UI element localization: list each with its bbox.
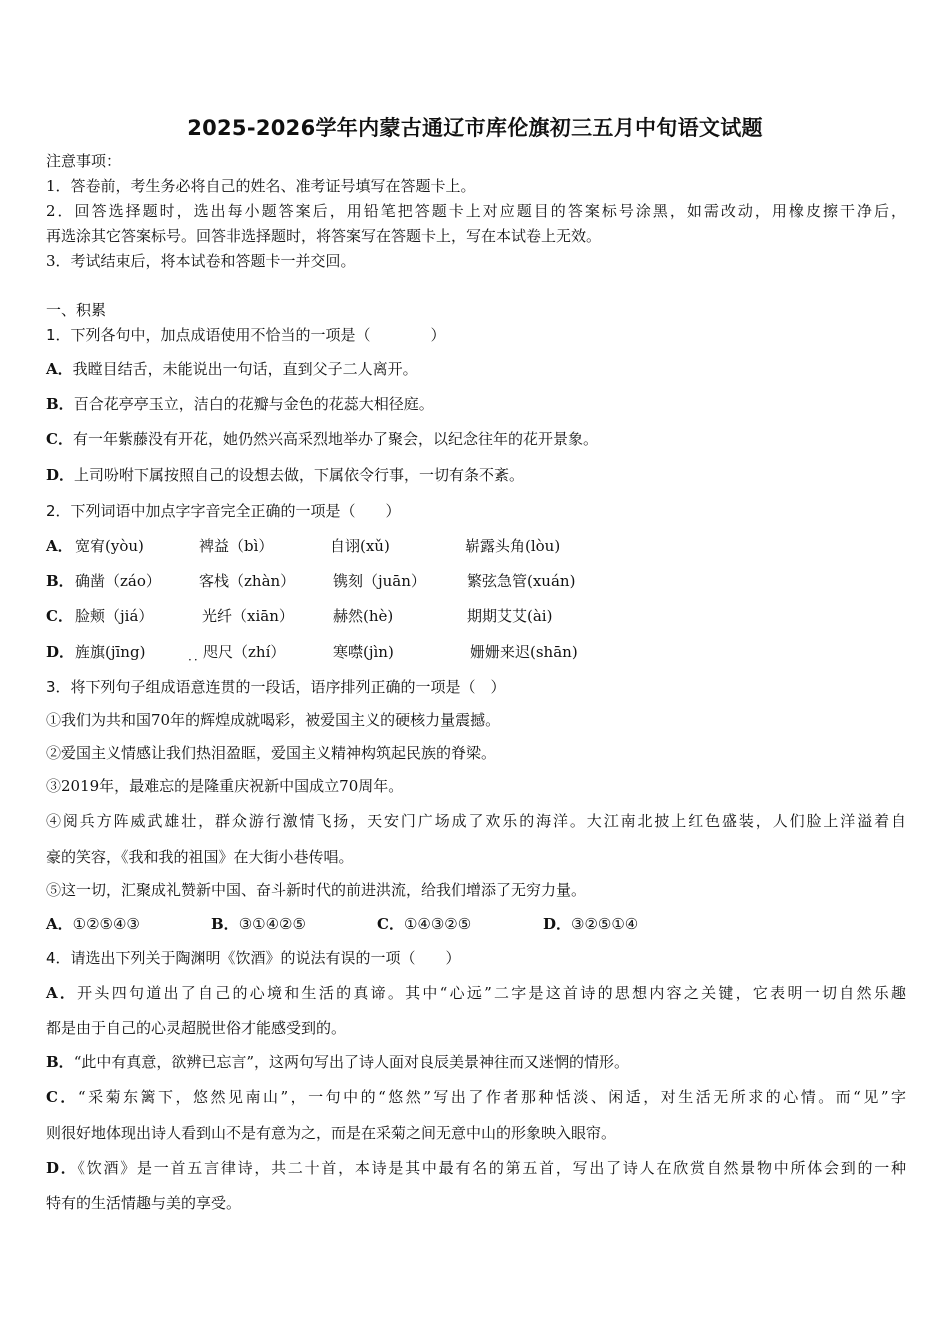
option-label: A． bbox=[46, 915, 73, 933]
q3-sentence-3: ③2019年，最难忘的是隆重庆祝新中国成立70周年。 bbox=[46, 777, 404, 795]
option-label: B． bbox=[211, 915, 239, 933]
question-text: 下列词语中加点字字音完全正确的一项是（ ） bbox=[70, 502, 401, 520]
option-label: A． bbox=[46, 984, 78, 1002]
q4-option-c bbox=[46, 1087, 906, 1107]
section-heading: 一、积累 bbox=[46, 301, 107, 319]
q3-sentence-5: ⑤这一切，汇聚成礼赞新中国、奋斗新时代的前进洪流，给我们增添了无穷力量。 bbox=[46, 881, 587, 899]
option-label: A． bbox=[46, 360, 73, 378]
notice-item-2: 2．回答选择题时，选出每小题答案后，用铅笔把答题卡上对应题目的答案标号涂黑，如需改动，用橡皮擦干净后， bbox=[46, 202, 906, 220]
question-3-stem bbox=[46, 677, 506, 697]
q3-sentence-4: ④阅兵方阵威武雄壮，群众游行激情飞扬，天安门广场成了欢乐的海洋。大江南北披上红色盛装，人们脸上洋溢着自 bbox=[46, 812, 906, 830]
q4-option-a bbox=[46, 983, 906, 1003]
emphasis-dots: ·· bbox=[188, 653, 200, 667]
q1-option-b bbox=[46, 394, 434, 414]
q4-option-d-cont: 特有的生活情趣与美的享受。 bbox=[46, 1194, 242, 1212]
q2-row-c-word-4: 期期艾艾(ài) bbox=[467, 607, 553, 625]
q3-option-a bbox=[46, 914, 140, 934]
q3-option-c bbox=[377, 914, 471, 934]
question-4-stem bbox=[46, 948, 461, 968]
option-text: “此中有真意，欲辨已忘言”，这两句写出了诗人面对良辰美景神往而又迷惘的情形。 bbox=[73, 1053, 630, 1071]
q2-row-d-word-3: 寒噤(jìn) bbox=[333, 643, 394, 661]
q2-row-a-word-2: 裨益（bì） bbox=[199, 537, 274, 555]
q2-row-b-word-3: 镌刻（juān） bbox=[333, 572, 426, 590]
q4-option-b bbox=[46, 1052, 629, 1072]
option-text: ①②⑤④③ bbox=[72, 915, 140, 933]
option-label: C． bbox=[46, 430, 73, 448]
q2-row-c-word-1: 脸颊（jiá） bbox=[75, 607, 154, 625]
q4-option-c-cont: 则很好地体现出诗人看到山不是有意为之，而是在采菊之间无意中山的形象映入眼帘。 bbox=[46, 1124, 617, 1142]
option-text: 我瞠目结舌，未能说出一句话，直到父子二人离开。 bbox=[72, 360, 418, 378]
q3-sentence-1: ①我们为共和国70年的辉煌成就喝彩，被爱国主义的硬核力量震撼。 bbox=[46, 711, 501, 729]
q4-option-a-cont: 都是由于自己的心灵超脱世俗才能感受到的。 bbox=[46, 1019, 347, 1037]
option-text: ③①④②⑤ bbox=[238, 915, 306, 933]
q3-option-d bbox=[543, 914, 638, 934]
option-text: ③②⑤①④ bbox=[571, 915, 639, 933]
notice-item-1: 1．答卷前，考生务必将自己的姓名、准考证号填写在答题卡上。 bbox=[46, 177, 476, 195]
q2-row-c-word-2: 光纤（xiān） bbox=[202, 607, 294, 625]
option-label: D． bbox=[543, 915, 572, 933]
q1-option-c bbox=[46, 429, 598, 449]
q3-sentence-4-cont: 豪的笑容，《我和我的祖国》在大街小巷传唱。 bbox=[46, 848, 354, 866]
option-label: D． bbox=[46, 1159, 78, 1177]
option-label: B． bbox=[46, 1053, 74, 1071]
q2-row-a-word-3: 自诩(xǔ) bbox=[330, 537, 390, 555]
question-text: 请选出下列关于陶渊明《饮酒》的说法有误的一项（ ） bbox=[70, 949, 461, 967]
option-text: 百合花亭亭玉立，洁白的花瓣与金色的花蕊大相径庭。 bbox=[73, 395, 434, 413]
q2-row-a-word-1: 宽宥(yòu) bbox=[75, 537, 144, 555]
option-label: C． bbox=[46, 1088, 78, 1106]
option-text: 开头四句道出了自己的心境和生活的真谛。其中“心远”二字是这首诗的思想内容之关键，它表明一切自然乐趣 bbox=[77, 984, 907, 1002]
q2-row-d-word-1: 旌旗(jīng) bbox=[75, 643, 146, 661]
option-label: C． bbox=[377, 915, 404, 933]
q2-row-c-label: C． bbox=[46, 607, 73, 625]
question-2-stem bbox=[46, 501, 401, 521]
option-label: D． bbox=[46, 466, 75, 484]
q2-row-a-label: A． bbox=[46, 537, 73, 555]
question-number: 3． bbox=[46, 678, 71, 696]
q4-option-d bbox=[46, 1158, 906, 1178]
q2-row-b-word-2: 客栈（zhàn） bbox=[199, 572, 296, 590]
option-text: 上司吩咐下属按照自己的设想去做，下属依令行事，一切有条不紊。 bbox=[74, 466, 525, 484]
q2-row-b-word-1: 确凿（záo） bbox=[75, 572, 161, 590]
question-number: 4． bbox=[46, 949, 71, 967]
question-text: 下列各句中，加点成语使用不恰当的一项是（ ） bbox=[70, 326, 446, 344]
question-1-stem bbox=[46, 325, 446, 345]
q1-option-a bbox=[46, 359, 418, 379]
notice-item-3: 3．考试结束后，将本试卷和答题卡一并交回。 bbox=[46, 252, 356, 270]
option-label: B． bbox=[46, 395, 74, 413]
option-text: ①④③②⑤ bbox=[403, 915, 472, 933]
question-text: 将下列句子组成语意连贯的一段话，语序排列正确的一项是（ ） bbox=[70, 678, 506, 696]
q2-row-d-label: D． bbox=[46, 643, 75, 661]
q3-option-b bbox=[211, 914, 306, 934]
notice-item-2-cont: 再选涂其它答案标号。回答非选择题时，将答案写在答题卡上，写在本试卷上无效。 bbox=[46, 227, 602, 245]
option-text: “采菊东篱下，悠然见南山”，一句中的“悠然”写出了作者那种恬淡、闲适，对生活无所求的心情。而“见”字 bbox=[77, 1088, 906, 1106]
q2-row-a-word-4: 崭露头角(lòu) bbox=[465, 537, 561, 555]
q2-row-b-word-4: 繁弦急管(xuán) bbox=[467, 572, 576, 590]
question-number: 1． bbox=[46, 326, 71, 344]
notice-heading: 注意事项： bbox=[46, 152, 122, 170]
page-title: 2025-2026学年内蒙古通辽市库伦旗初三五月中旬语文试题 bbox=[187, 116, 763, 140]
q2-row-b-label: B． bbox=[46, 572, 74, 590]
q2-row-c-word-3: 赫然(hè) bbox=[333, 607, 394, 625]
question-number: 2． bbox=[46, 502, 71, 520]
q3-sentence-2: ②爱国主义情感让我们热泪盈眶，爱国主义精神构筑起民族的脊梁。 bbox=[46, 744, 497, 762]
q2-row-d-word-2: 咫尺（zhí） bbox=[203, 643, 286, 661]
q2-row-d-word-4: 姗姗来迟(shān) bbox=[470, 643, 578, 661]
option-text: 有一年紫藤没有开花，她仍然兴高采烈地举办了聚会，以纪念往年的花开景象。 bbox=[72, 430, 598, 448]
q1-option-d bbox=[46, 465, 524, 485]
option-text: 《饮酒》是一首五言律诗，共二十首，本诗是其中最有名的第五首，写出了诗人在欣赏自然景物中所体会到的一种 bbox=[77, 1159, 906, 1177]
